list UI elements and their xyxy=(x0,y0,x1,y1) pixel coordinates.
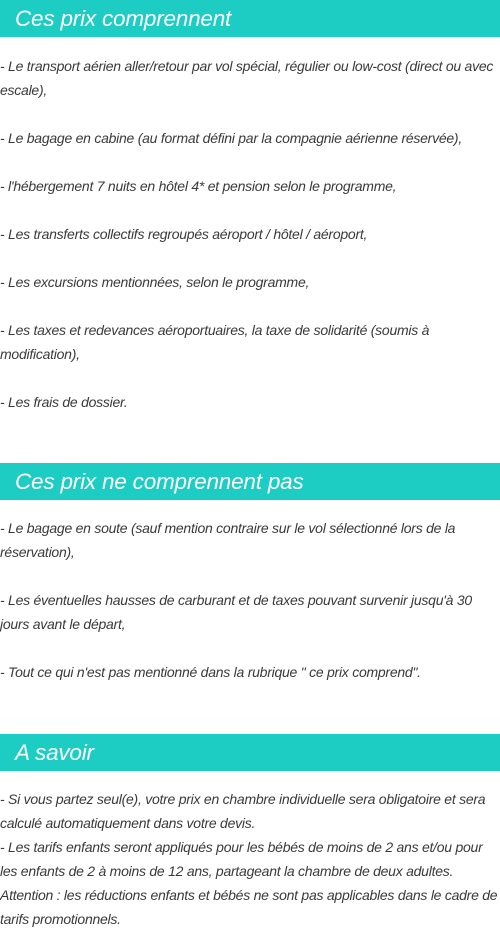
list-item: - Les tarifs enfants seront appliqués pour les bébés de moins de 2 ans et/ou pour les enfants de 2 à moins de 12 ans, partageant la chambre de deux adultes. xyxy=(0,839,483,879)
section-not-included xyxy=(0,463,500,684)
section-good-to-know xyxy=(0,734,500,931)
list-item: Attention : les réductions enfants et bébés ne sont pas applicables dans le cadre de tarifs promotionnels. xyxy=(0,887,498,927)
list-item: - Les éventuelles hausses de carburant et de taxes pouvant survenir jusqu'à 30 jours avant le départ, xyxy=(0,592,472,632)
list-item: - Si vous partez seul(e), votre prix en chambre individuelle sera obligatoire et sera calculé automatiquement dans votre devis. xyxy=(0,791,486,831)
section-header-not-included xyxy=(0,463,500,500)
list-item: - Le bagage en soute (sauf mention contraire sur le vol sélectionné lors de la réservation), xyxy=(0,520,456,560)
list-item: - Les taxes et redevances aéroportuaires, la taxe de solidarité (soumis à modification), xyxy=(0,322,430,362)
list-item: - Les frais de dossier. xyxy=(0,394,128,410)
included-list xyxy=(0,37,500,414)
section-title-good-to-know: A savoir xyxy=(15,740,94,765)
list-item: - Le bagage en cabine (au format défini par la compagnie aérienne réservée), xyxy=(0,130,462,146)
section-title-included: Ces prix comprennent xyxy=(15,6,232,31)
list-item: - Les excursions mentionnées, selon le programme, xyxy=(0,274,310,290)
good-to-know-list xyxy=(0,771,500,931)
not-included-list xyxy=(0,500,500,684)
list-item: - Tout ce qui n'est pas mentionné dans la rubrique " ce prix comprend". xyxy=(0,664,421,680)
list-item: - Le transport aérien aller/retour par vol spécial, régulier ou low-cost (direct ou avec escale), xyxy=(0,58,494,98)
section-header-included xyxy=(0,0,500,37)
section-title-not-included: Ces prix ne comprennent pas xyxy=(15,469,304,494)
section-header-good-to-know xyxy=(0,734,500,771)
list-item: - Les transferts collectifs regroupés aéroport / hôtel / aéroport, xyxy=(0,226,368,242)
list-item: - l'hébergement 7 nuits en hôtel 4* et pension selon le programme, xyxy=(0,178,397,194)
section-included xyxy=(0,0,500,414)
